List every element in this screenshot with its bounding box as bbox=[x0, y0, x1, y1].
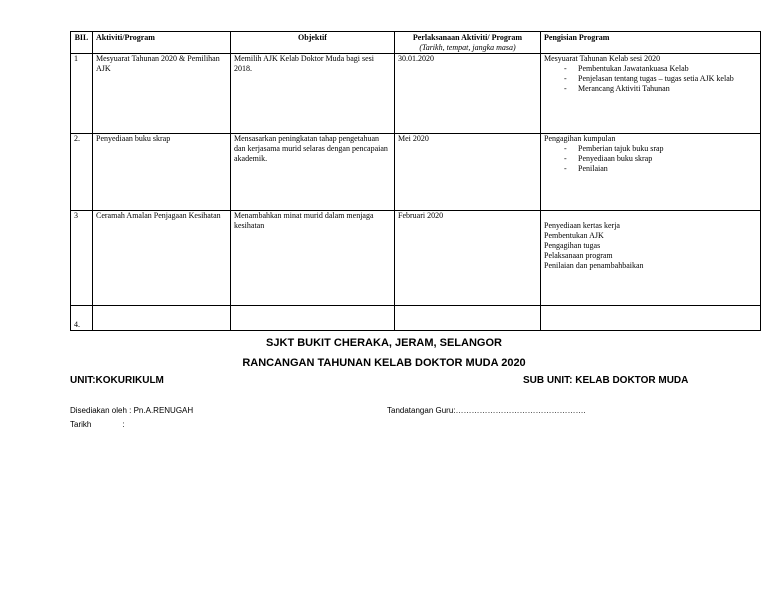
pengisian-list bbox=[544, 144, 757, 174]
pengisian-line: Pengagihan tugas bbox=[544, 241, 601, 250]
header-bil: BIL bbox=[71, 32, 93, 54]
table-row bbox=[71, 306, 761, 331]
pengisian-line: Pelaksanaan program bbox=[544, 251, 613, 260]
row-objektif: Menambahkan minat murid dalam menjaga kesihatan bbox=[231, 211, 395, 306]
header-pelaksanaan bbox=[395, 32, 541, 54]
row-aktiviti: Ceramah Amalan Penjagaan Kesihatan bbox=[93, 211, 231, 306]
school-title: SJKT BUKIT CHERAKA, JERAM, SELANGOR bbox=[266, 337, 502, 349]
table-row bbox=[71, 211, 761, 306]
list-item: - Pembentukan Jawatankuasa Kelab bbox=[544, 64, 757, 74]
spacer bbox=[544, 211, 757, 221]
list-item: - Penilaian bbox=[544, 164, 757, 174]
header-pengisian: Pengisian Program bbox=[541, 32, 761, 54]
row-objektif bbox=[231, 306, 395, 331]
program-table bbox=[70, 31, 761, 331]
row-bil: 1 bbox=[71, 54, 93, 134]
unit-label: UNIT:KOKURIKULM bbox=[70, 375, 164, 386]
table-row bbox=[71, 134, 761, 211]
row-bil: 3 bbox=[71, 211, 93, 306]
pengisian-intro: Pengagihan kumpulan bbox=[544, 134, 616, 143]
row-pengisian bbox=[541, 54, 761, 134]
pengisian-line: Penyediaan kertas kerja bbox=[544, 221, 620, 230]
row-pelaksanaan: Mei 2020 bbox=[395, 134, 541, 211]
list-item: - Pemberian tajuk buku srap bbox=[544, 144, 757, 154]
row-pelaksanaan: 30.01.2020 bbox=[395, 54, 541, 134]
list-item: - Penjelasan tentang tugas – tugas setia AJK kelab bbox=[544, 74, 757, 84]
row-aktiviti: Penyediaan buku skrap bbox=[93, 134, 231, 211]
row-bil: 4. bbox=[71, 306, 93, 331]
list-item: - Merancang Aktiviti Tahunan bbox=[544, 84, 757, 94]
header-pelaksanaan-label: Perlaksanaan Aktiviti/ Program bbox=[412, 33, 523, 42]
pengisian-intro: Mesyuarat Tahunan Kelab sesi 2020 bbox=[544, 54, 661, 63]
row-aktiviti bbox=[93, 306, 231, 331]
row-aktiviti: Mesyuarat Tahunan 2020 & Pemilihan AJK bbox=[93, 54, 231, 134]
pengisian-line: Pembentukan AJK bbox=[544, 231, 604, 240]
row-pengisian bbox=[541, 134, 761, 211]
row-pelaksanaan bbox=[395, 306, 541, 331]
date-label: Tarikh : bbox=[70, 420, 125, 429]
row-objektif: Mensasarkan peningkatan tahap pengetahuan dan kerjasama murid selaras dengan pencapaian akademik. bbox=[231, 134, 395, 211]
table-row bbox=[71, 54, 761, 134]
pengisian-line: Penilaian dan penambahbaikan bbox=[544, 261, 644, 270]
pengisian-list bbox=[544, 64, 757, 94]
header-aktiviti: Aktiviti/Program bbox=[93, 32, 231, 54]
plan-title: RANCANGAN TAHUNAN KELAB DOKTOR MUDA 2020 bbox=[242, 357, 526, 369]
sub-unit-label: SUB UNIT: KELAB DOKTOR MUDA bbox=[523, 375, 689, 386]
row-objektif: Memilih AJK Kelab Doktor Muda bagi sesi 2018. bbox=[231, 54, 395, 134]
header-objektif: Objektif bbox=[231, 32, 395, 54]
header-pelaksanaan-note: (Tarikh, tempat, jangka masa) bbox=[419, 43, 516, 52]
row-pengisian bbox=[541, 306, 761, 331]
row-pelaksanaan: Februari 2020 bbox=[395, 211, 541, 306]
prepared-by: Disediakan oleh : Pn.A.RENUGAH bbox=[70, 406, 194, 415]
list-item: - Penyediaan buku skrap bbox=[544, 154, 757, 164]
table-header-row bbox=[71, 32, 761, 54]
signature-line: Tandatangan Guru:…………………………………………. bbox=[387, 406, 586, 415]
row-pengisian bbox=[541, 211, 761, 306]
row-bil: 2. bbox=[71, 134, 93, 211]
